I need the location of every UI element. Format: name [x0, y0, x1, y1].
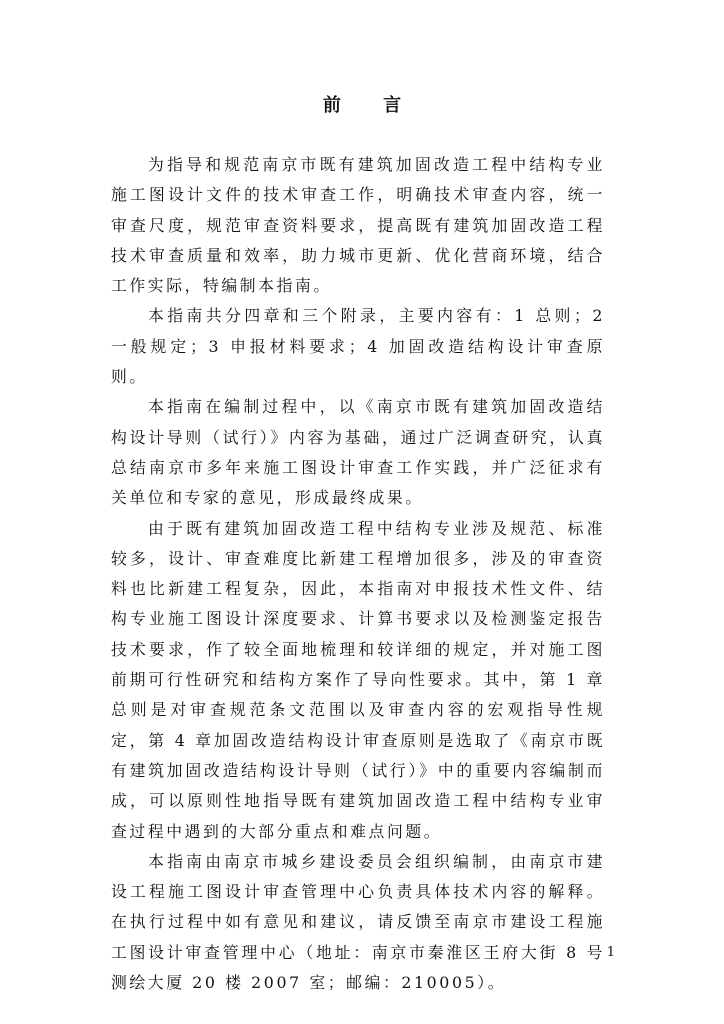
paragraph-scope: 由于既有建筑加固改造工程中结构专业涉及规范、标准较多，设计、审查难度比新建工程增加很多，涉及的审查资料也比新建工程复杂，因此，本指南对申报技术性文件、结构专业施工图设计深度要求、计算书要求以及检测鉴定报告技术要求，作了较全面地梳理和较详细的规定，并对施工图前期可行性研究和结构方案作了导向性要求。其中，第 1 章总则是对审查规范条文范围以及审查内容的宏观指导性规定，第 4 章加固改造结构设计审查原则是选取了《南京市既有建筑加固改造结构设计导则（试行）》中的重要内容编制而成，可以原则性地指导既有建筑加固改造工程中结构专业审查过程中遇到的大部分重点和难点问题。	[111, 518, 605, 841]
paragraph-contents: 本指南共分四章和三个附录，主要内容有：1 总则；2 一般规定；3 申报材料要求；4 加固改造结构设计审查原则。	[111, 306, 605, 387]
page-number: 1	[606, 945, 615, 960]
paragraph-basis: 本指南在编制过程中，以《南京市既有建筑加固改造结构设计导则（试行）》内容为基础，通过广泛调查研究，认真总结南京市多年来施工图设计审查工作实践，并广泛征求有关单位和专家的意见，形成最终成果。	[111, 397, 605, 508]
page-title: 前 言	[322, 95, 420, 116]
preface-body	[111, 150, 605, 998]
paragraph-purpose: 为指导和规范南京市既有建筑加固改造工程中结构专业施工图设计文件的技术审查工作，明确技术审查内容，统一审查尺度，规范审查资料要求，提高既有建筑加固改造工程技术审查质量和效率，助力城市更新、优化营商环境，结合工作实际，特编制本指南。	[111, 155, 605, 296]
paragraph-contact: 本指南由南京市城乡建设委员会组织编制，由南京市建设工程施工图设计审查管理中心负责具体技术内容的解释。在执行过程中如有意见和建议，请反馈至南京市建设工程施工图设计审查管理中心（地址：南京市秦淮区王府大街 8 号测绘大厦 20 楼 2007 室；邮编：210005）。	[111, 851, 605, 993]
